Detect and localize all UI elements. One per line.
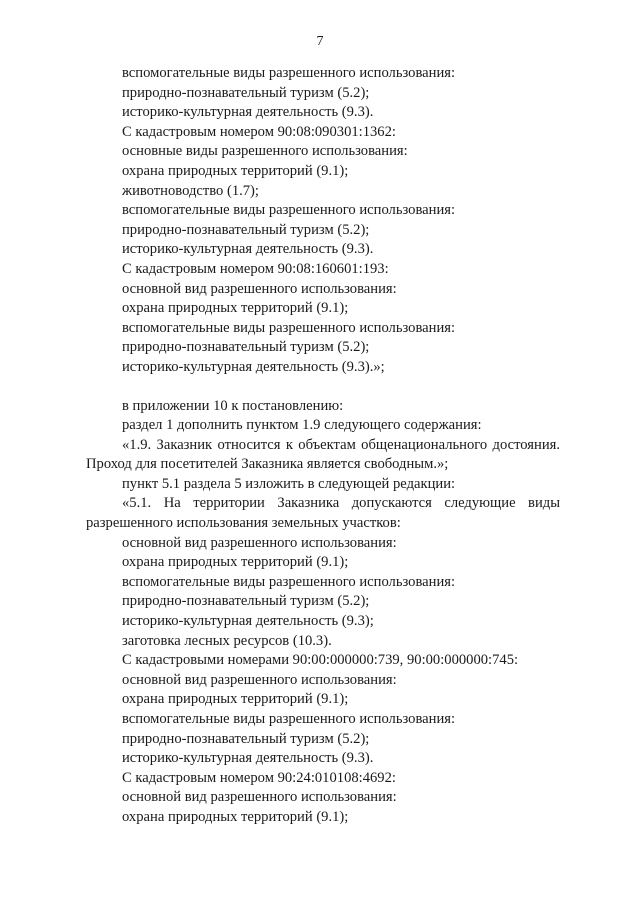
text-line: пункт 5.1 раздела 5 изложить в следующей редакции: bbox=[122, 475, 456, 492]
text-line: природно-познавательный туризм (5.2); bbox=[122, 339, 370, 356]
text-line: историко-культурная деятельность (9.3). bbox=[122, 750, 374, 767]
text-line: основные виды разрешенного использования: bbox=[122, 143, 408, 160]
text-line: заготовка лесных ресурсов (10.3). bbox=[122, 632, 332, 649]
text-line: вспомогательные виды разрешенного использования: bbox=[122, 319, 456, 336]
paragraph-continuation: Проход для посетителей Заказника является свободным.»; bbox=[86, 456, 449, 473]
page-number: 7 bbox=[316, 34, 324, 49]
text-line: С кадастровыми номерами 90:00:000000:739, 90:00:000000:745: bbox=[122, 652, 519, 669]
text-line: природно-познавательный туризм (5.2); bbox=[122, 593, 370, 610]
text-line: природно-познавательный туризм (5.2); bbox=[122, 221, 370, 238]
text-line: животноводство (1.7); bbox=[122, 182, 259, 199]
text-line: историко-культурная деятельность (9.3). bbox=[122, 241, 374, 258]
text-line: С кадастровым номером 90:08:090301:1362: bbox=[122, 123, 396, 140]
text-line: С кадастровым номером 90:24:010108:4692: bbox=[122, 769, 396, 786]
text-line: историко-культурная деятельность (9.3). bbox=[122, 104, 374, 121]
text-line: основной вид разрешенного использования: bbox=[122, 671, 397, 688]
text-line: основной вид разрешенного использования: bbox=[122, 534, 397, 551]
text-line: охрана природных территорий (9.1); bbox=[122, 808, 349, 825]
section-amendments bbox=[86, 397, 560, 534]
text-line: вспомогательные виды разрешенного использования: bbox=[122, 202, 456, 219]
text-line: историко-культурная деятельность (9.3); bbox=[122, 613, 374, 630]
text-line: охрана природных территорий (9.1); bbox=[122, 554, 349, 571]
text-line: в приложении 10 к постановлению: bbox=[122, 397, 344, 414]
section-first bbox=[86, 64, 560, 378]
text-line: охрана природных территорий (9.1); bbox=[122, 162, 349, 179]
text-line: вспомогательные виды разрешенного использования: bbox=[122, 711, 456, 727]
text-line: охрана природных территорий (9.1); bbox=[122, 691, 349, 708]
text-line: природно-познавательный туризм (5.2); bbox=[122, 84, 370, 101]
text-line: природно-познавательный туризм (5.2); bbox=[122, 730, 370, 747]
text-line: вспомогательные виды разрешенного использования: bbox=[122, 573, 456, 590]
text-line: основной вид разрешенного использования: bbox=[122, 789, 397, 806]
paragraph-continuation: разрешенного использования земельных участков: bbox=[86, 515, 401, 532]
text-line: охрана природных территорий (9.1); bbox=[122, 300, 349, 317]
text-line: вспомогательные виды разрешенного использования: bbox=[122, 65, 456, 81]
paragraph-first-line: «5.1. На территории Заказника допускаются следующие виды bbox=[122, 495, 560, 512]
paragraph-first-line: «1.9. Заказник относится к объектам общенационального достояния. bbox=[122, 436, 560, 453]
section-permitted-uses bbox=[86, 534, 560, 828]
text-line: основной вид разрешенного использования: bbox=[122, 280, 397, 297]
text-line: раздел 1 дополнить пунктом 1.9 следующего содержания: bbox=[122, 417, 482, 434]
text-line: историко-культурная деятельность (9.3).»; bbox=[122, 358, 385, 375]
document-body bbox=[86, 64, 560, 828]
text-line: С кадастровым номером 90:08:160601:193: bbox=[122, 260, 389, 277]
